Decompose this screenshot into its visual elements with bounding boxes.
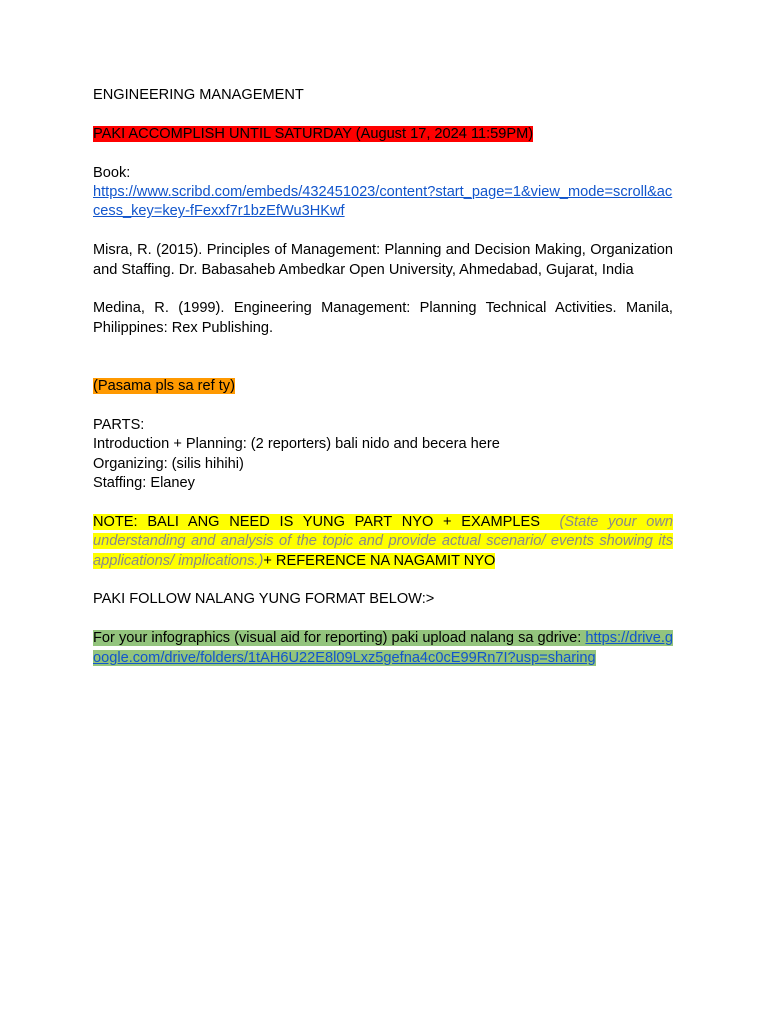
book-section: [93, 164, 673, 222]
part-item: Introduction + Planning: (2 reporters) bali nido and becera here: [93, 436, 500, 453]
document-page: [93, 86, 673, 668]
format-note: PAKI FOLLOW NALANG YUNG FORMAT BELOW:>: [93, 591, 435, 608]
note-suffix: + REFERENCE NA NAGAMIT NYO: [263, 552, 496, 569]
part-item: Staffing: Elaney: [93, 475, 195, 492]
infographics-section: [93, 629, 673, 668]
deadline-highlight: PAKI ACCOMPLISH UNTIL SATURDAY (August 17, 2024 11:59PM): [93, 125, 534, 142]
reference-medina: Medina, R. (1999). Engineering Management: Planning Technical Activities. Manila, Philippines: Rex Publishing.: [93, 300, 673, 336]
blank-line: [93, 358, 673, 377]
drive-link[interactable]: https://drive.google.com/drive/folders/1tAH6U22E8l09Lxz5gefna4c0cE99Rn7I?usp=sharing: [93, 630, 674, 666]
document-title: ENGINEERING MANAGEMENT: [93, 87, 304, 103]
parts-section: [93, 416, 673, 494]
book-label: Book:: [93, 164, 131, 181]
parts-label: PARTS:: [93, 416, 145, 433]
infographics-text: For your infographics (visual aid for reporting) paki upload nalang sa gdrive:: [93, 630, 582, 647]
reference-misra: Misra, R. (2015). Principles of Management: Planning and Decision Making, Organization and Staffing. Dr. Babasaheb Ambedkar Open University, Ahmedabad, Gujarat, India: [93, 242, 673, 278]
deadline-notice: [93, 125, 673, 144]
note-highlight: [93, 514, 673, 569]
note-section: [93, 513, 673, 571]
reference-note-highlight: (Pasama pls sa ref ty): [93, 378, 235, 394]
part-item: Organizing: (silis hihihi): [93, 455, 244, 472]
reference-note: [93, 377, 673, 396]
note-italic-text: (State your own understanding and analysis of the topic and provide actual scenario/ events showing its applications/ implications.): [93, 513, 674, 569]
infographics-highlight: [93, 630, 673, 665]
book-link[interactable]: https://www.scribd.com/embeds/432451023/content?start_page=1&view_mode=scroll&access_key=key-fFexxf7r1bzEfWu3HKwf: [93, 184, 673, 220]
note-prefix: NOTE: BALI ANG NEED IS YUNG PART NYO + EXAMPLES: [93, 513, 540, 530]
